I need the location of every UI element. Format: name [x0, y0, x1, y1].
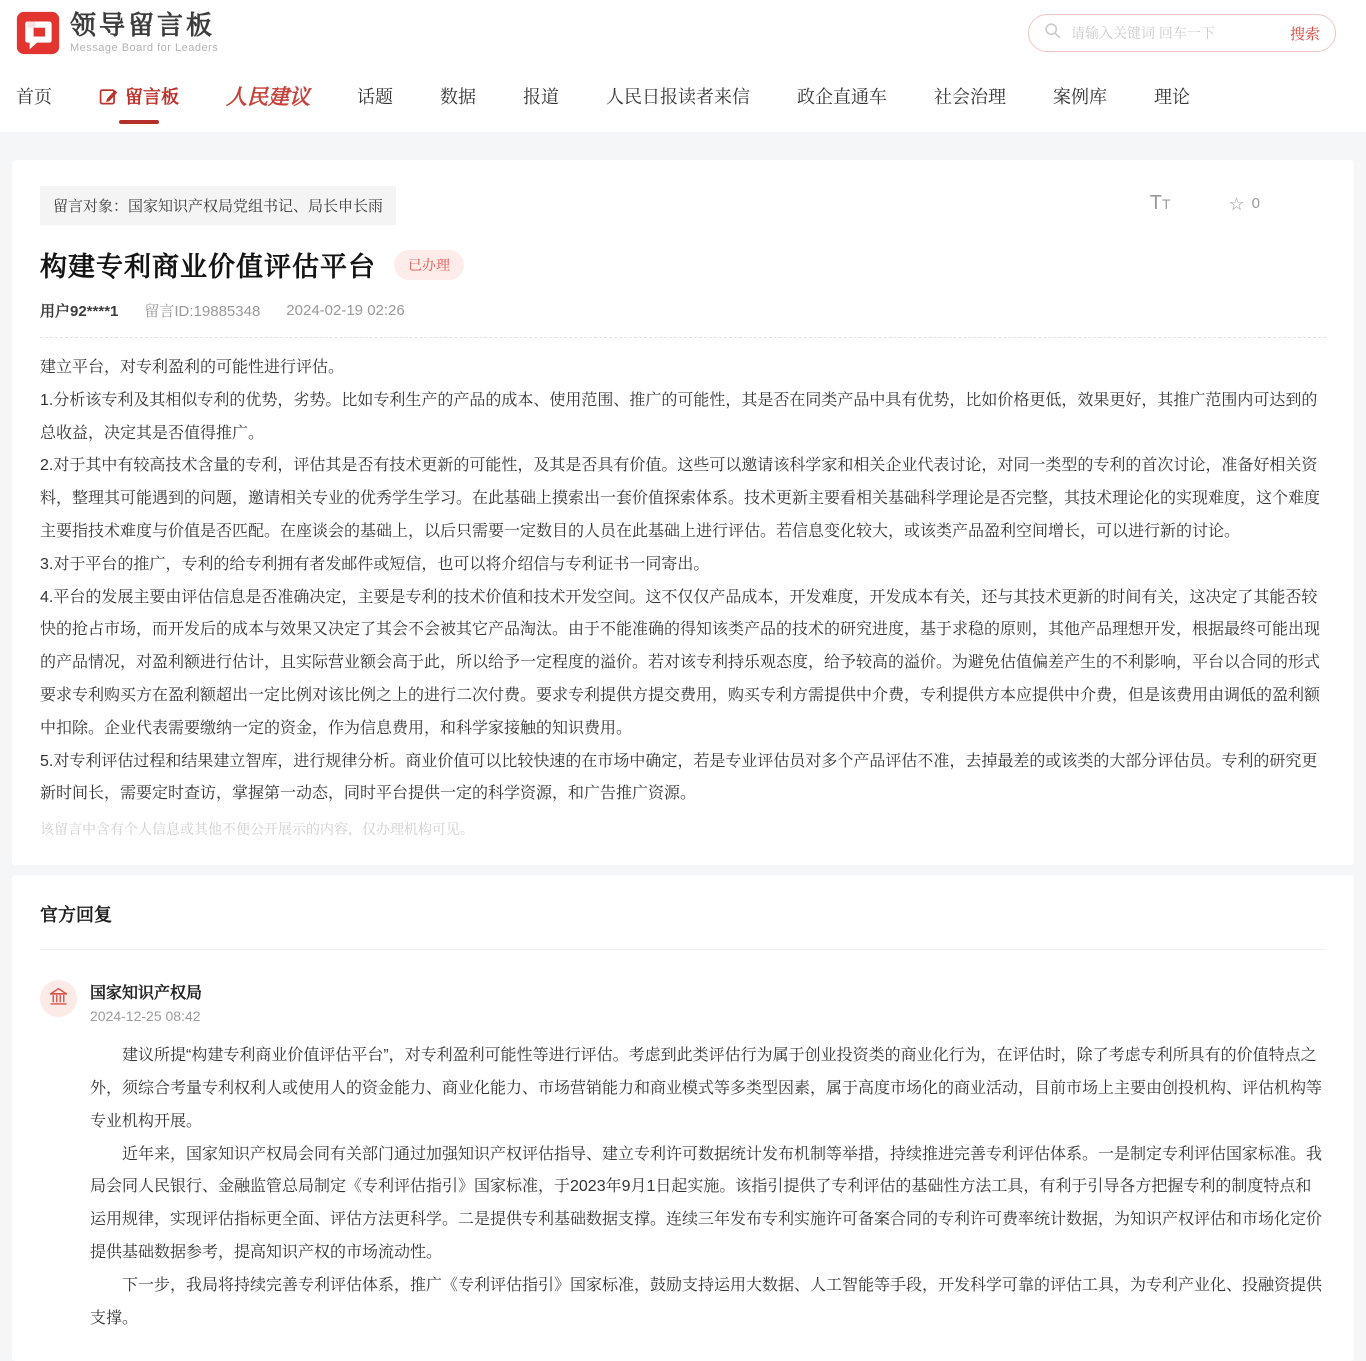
message-target: 留言对象：国家知识产权局党组书记、局长申长雨: [40, 186, 396, 225]
reply-paragraph-1: 建议所提“构建专利商业价值评估平台”，对专利盈利可能性等进行评估。考虑到此类评估行为属于创业投资类的商业化行为，在评估时，除了考虑专利所具有的价值特点之外，须综合考量专利权利人或使用人的资金能力、商业化能力、市场营销能力和商业模式等多类型因素，属于高度市场化的商业活动，目前市场上主要由创投机构、评估机构等专业机构开展。: [90, 1047, 1323, 1130]
nav-case-library[interactable]: 案例库: [1053, 87, 1107, 107]
nav-people-suggestions[interactable]: 人民建议: [226, 85, 310, 109]
font-size-icon[interactable]: Tt: [1149, 192, 1171, 214]
search-box[interactable]: [1028, 14, 1336, 52]
favorite-count: 0: [1251, 195, 1260, 212]
message-timestamp: 2024-02-19 02:26: [286, 302, 405, 319]
reply-paragraph-3: 下一步，我局将持续完善专利评估体系，推广《专利评估指引》国家标准，鼓励支持运用大数据、人工智能等手段，开发科学可靠的评估工具，为专利产业化、投融资提供支撑。: [90, 1276, 1323, 1327]
message-body: [40, 352, 1326, 811]
message-id: 留言ID:19885348: [144, 303, 261, 320]
nav-home[interactable]: 首页: [16, 87, 52, 107]
page-content: [0, 132, 1366, 1361]
message-paragraph-4: 3.对于平台的推广，专利的给专利拥有者发邮件或短信，也可以将介绍信与专利证书一同寄出。: [40, 555, 710, 573]
title-row: [40, 245, 1326, 284]
message-paragraph-5: 4.平台的发展主要由评估信息是否准确决定，主要是专利的技术价值和技术开发空间。这不仅仅产品成本，开发难度，开发成本有关，还与其技术更新的时间有关，这决定了其能否较快的抢占市场，而开发后的成本与效果又决定了其会不会被其它产品淘汰。由于不能准确的得知该类产品的技术的研究进度，基于求稳的原则，其他产品理想开发，根据最终可能出现的产品情况，对盈利额进行估计，且实际营业额会高于此，所以给予一定程度的溢价。若对该专利持乐观态度，给予较高的溢价。为避免估值偏差产生的不利影响，平台以合同的形式要求专利购买方在盈利额超出一定比例对该比例之上的进行二次付费。要求专利提供方提交费用，购买专利方需提供中介费，专利提供方本应提供中介费，但是该费用由调低的盈利额中扣除。企业代表需要缴纳一定的资金，作为信息费用，和科学家接触的知识费用。: [40, 588, 1321, 737]
nav-gov-enterprise[interactable]: 政企直通车: [797, 87, 887, 107]
nav-message-board-label: 留言板: [125, 87, 179, 107]
message-username: 用户92****1: [40, 303, 119, 320]
search-button[interactable]: 搜索: [1289, 25, 1320, 43]
nav-data[interactable]: 数据: [440, 87, 476, 107]
logo-title: 领导留言板: [70, 10, 216, 41]
top-bar: [0, 0, 1366, 132]
message-paragraph-1: 建立平台，对专利盈利的可能性进行评估。: [40, 359, 345, 376]
header: [0, 0, 1366, 60]
reply-body: [90, 1040, 1326, 1335]
nav-topics[interactable]: 话题: [357, 87, 393, 107]
search-icon: [1044, 22, 1061, 44]
search-input[interactable]: [1069, 24, 1290, 42]
message-paragraph-3: 2.对于其中有较高技术含量的专利，评估其是否有技术更新的可能性，及其是否具有价值。这些可以邀请该科学家和相关企业代表讨论，对同一类型的专利的首次讨论，准备好相关资料，整理其可能遇到的问题，邀请相关专业的优秀学生学习。在此基础上摸索出一套价值探索体系。技术更新主要看相关基础科学理论是否完整，其技术理论化的实现难度，这个难度主要指技术难度与价值是否匹配。在座谈会的基础上，以后只需要一定数目的人员在此基础上进行评估。若信息变化较大，或该类产品盈利空间增长，可以进行新的讨论。: [40, 457, 1321, 540]
dashed-divider: [40, 337, 1326, 338]
privacy-note: 该留言中含有个人信息或其他不便公开展示的内容，仅办理机构可见。: [40, 821, 474, 838]
message-paragraph-6: 5.对专利评估过程和结果建立智库，进行规律分析。商业价值可以比较快速的在市场中确定，若是专业评估员对多个产品评估不准，去掉最差的或该类的大部分评估员。专利的研究更新时间长，需要定时查访，掌握第一动态，同时平台提供一定的科学资源，和广告推广资源。: [40, 752, 1318, 803]
reply-header: [40, 980, 1326, 1024]
message-card: [12, 160, 1354, 865]
official-reply-card: [12, 875, 1354, 1361]
reply-paragraph-2: 近年来，国家知识产权局会同有关部门通过加强知识产权评估指导、建立专利许可数据统计发布机制等举措，持续推进完善专利评估体系。一是制定专利评估国家标准。我局会同人民银行、金融监管总局制定《专利评估指引》国家标准，于2023年9月1日起实施。该指引提供了专利评估的基础性方法工具，有利于引导各方把握专利的制度特点和运用规律，实现评估指标更全面、评估方法更科学。二是提供专利基础数据支撑。连续三年发布专利实施许可备案合同的专利许可费率统计数据，为知识产权评估和市场化定价提供基础数据参考，提高知识产权的市场流动性。: [90, 1145, 1323, 1261]
logo[interactable]: [16, 11, 218, 55]
logo-text: [70, 12, 218, 53]
message-target-row: [40, 186, 1326, 225]
status-badge: 已办理: [394, 250, 464, 280]
reply-timestamp: 2024-12-25 08:42: [90, 1008, 201, 1025]
avatar: [40, 980, 77, 1017]
message-board-pencil-icon: [99, 87, 118, 106]
nav-reports[interactable]: 报道: [523, 87, 559, 107]
logo-icon: [16, 11, 60, 55]
nav-theory[interactable]: 理论: [1154, 87, 1190, 107]
reply-section-title: 官方回复: [40, 905, 112, 926]
nav-social-governance[interactable]: 社会治理: [934, 87, 1006, 107]
reply-agency-block: [90, 980, 202, 1024]
page-title: 构建专利商业价值评估平台: [40, 252, 376, 282]
message-paragraph-2: 1.分析该专利及其相似专利的优势，劣势。比如专利生产的产品的成本、使用范围、推广的可能性，其是否在同类产品中具有优势，比如价格更低，效果更好，其推广范围内可达到的总收益，决定其是否值得推广。: [40, 391, 1318, 442]
government-building-icon: [48, 986, 69, 1012]
star-icon: ☆: [1228, 193, 1245, 214]
logo-subtitle: Message Board for Leaders: [70, 41, 219, 54]
main-nav: [0, 60, 1366, 132]
reply-divider: [40, 949, 1326, 950]
reply-agency-name: 国家知识产权局: [90, 985, 203, 1003]
message-tools: [1150, 192, 1260, 215]
nav-reader-letters[interactable]: 人民日报读者来信: [606, 87, 750, 107]
nav-message-board[interactable]: [99, 83, 179, 109]
favorite-button[interactable]: [1229, 195, 1260, 213]
message-meta: [40, 300, 1326, 321]
